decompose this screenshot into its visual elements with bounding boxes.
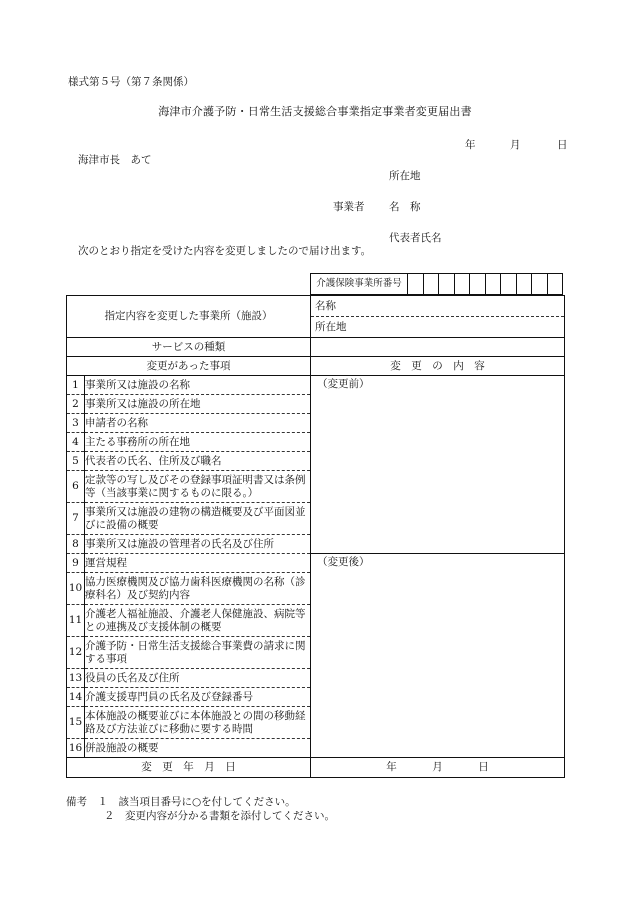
facility-label: 指定内容を変更した事業所（施設） xyxy=(67,296,311,338)
business-number-digit[interactable] xyxy=(408,274,424,294)
addressee: 海津市長 あて xyxy=(78,154,152,166)
table-row[interactable] xyxy=(67,554,565,573)
table-row[interactable] xyxy=(67,376,565,395)
item-number[interactable]: 3 xyxy=(67,414,85,433)
submission-date xyxy=(465,137,568,152)
business-number-digit[interactable] xyxy=(424,274,440,294)
business-number-digit[interactable] xyxy=(455,274,471,294)
change-date-row xyxy=(67,758,565,778)
before-change-area[interactable] xyxy=(311,376,565,554)
after-label: （変更後） xyxy=(317,556,370,568)
item-number[interactable]: 9 xyxy=(67,554,85,573)
item-text: 介護老人福祉施設、介護老人保健施設、病院等との連携及び支援体制の概要 xyxy=(85,605,311,637)
service-type-label: サービスの種類 xyxy=(67,338,311,357)
note-2: ２ 変更内容が分かる書類を添付してください。 xyxy=(104,810,335,822)
item-number[interactable]: 2 xyxy=(67,395,85,414)
business-number-digit[interactable] xyxy=(532,274,548,294)
business-number-label: 介護保険事業所番号 xyxy=(311,274,408,294)
item-text: 運営規程 xyxy=(85,554,311,573)
item-number[interactable]: 14 xyxy=(67,688,85,707)
item-number[interactable]: 15 xyxy=(67,707,85,739)
date-month: 月 xyxy=(510,139,521,151)
change-content-header: 変 更 の 内 容 xyxy=(311,357,565,376)
intro-text: 次のとおり指定を受けた内容を変更しましたので届け出ます。 xyxy=(78,245,372,257)
item-text: 事業所又は施設の管理者の氏名及び住所 xyxy=(85,535,311,554)
business-number-digit[interactable] xyxy=(517,274,533,294)
facility-details xyxy=(311,296,565,338)
date-day: 日 xyxy=(557,139,568,151)
item-text: 本体施設の概要並びに本体施設との間の移動経路及び方法並びに移動に要する時間 xyxy=(85,707,311,739)
change-month: 月 xyxy=(432,761,443,773)
service-type-row xyxy=(67,338,565,357)
item-number[interactable]: 16 xyxy=(67,739,85,758)
item-number[interactable]: 5 xyxy=(67,452,85,471)
applicant-label: 事業者 xyxy=(333,201,365,213)
business-number-digit[interactable] xyxy=(548,274,563,294)
item-number[interactable]: 10 xyxy=(67,573,85,605)
business-number-digit[interactable] xyxy=(470,274,486,294)
facility-row xyxy=(67,296,565,338)
service-type-field[interactable] xyxy=(311,338,565,357)
item-number[interactable]: 11 xyxy=(67,605,85,637)
form-number: 様式第５号（第７条関係） xyxy=(68,76,194,88)
change-day: 日 xyxy=(478,761,489,773)
item-number[interactable]: 4 xyxy=(67,433,85,452)
after-change-area[interactable] xyxy=(311,554,565,758)
item-number[interactable]: 6 xyxy=(67,471,85,503)
facility-name-field[interactable]: 名称 xyxy=(311,296,564,317)
representative-label: 代表者氏名 xyxy=(389,232,442,244)
applicant-address-label: 所在地 xyxy=(389,170,421,182)
item-number[interactable]: 8 xyxy=(67,535,85,554)
item-text: 代表者の氏名、住所及び職名 xyxy=(85,452,311,471)
change-year: 年 xyxy=(386,761,397,773)
item-text: 介護予防・日常生活支援総合事業費の請求に関する事項 xyxy=(85,637,311,669)
item-text: 併設施設の概要 xyxy=(85,739,311,758)
item-text: 役員の氏名及び住所 xyxy=(85,669,311,688)
item-text: 事業所又は施設の名称 xyxy=(85,376,311,395)
item-text: 定款等の写し及びその登録事項証明書又は条例等（当該事業に関するものに限る。） xyxy=(85,471,311,503)
item-text: 申請者の名称 xyxy=(85,414,311,433)
item-number[interactable]: 13 xyxy=(67,669,85,688)
facility-location-field[interactable]: 所在地 xyxy=(315,321,347,333)
business-number-digit[interactable] xyxy=(439,274,455,294)
business-number-row xyxy=(310,273,563,295)
changed-items-header: 変更があった事項 xyxy=(67,357,311,376)
change-date-label: 変 更 年 月 日 xyxy=(67,758,311,778)
change-date-field[interactable] xyxy=(311,758,565,778)
business-number-digit[interactable] xyxy=(486,274,502,294)
change-table xyxy=(66,295,565,778)
business-number-digit[interactable] xyxy=(501,274,517,294)
item-number[interactable]: 12 xyxy=(67,637,85,669)
item-text: 事業所又は施設の所在地 xyxy=(85,395,311,414)
before-label: （変更前） xyxy=(317,378,370,390)
item-number[interactable]: 7 xyxy=(67,503,85,535)
item-text: 主たる事務所の所在地 xyxy=(85,433,311,452)
item-text: 事業所又は施設の建物の構造概要及び平面図並びに設備の概要 xyxy=(85,503,311,535)
document-title: 海津市介護予防・日常生活支援総合事業指定事業者変更届出書 xyxy=(158,105,472,118)
note-1: 備考 １ 該当項目番号に○を付してください。 xyxy=(66,796,296,808)
item-text: 協力医療機関及び協力歯科医療機関の名称（診療科名）及び契約内容 xyxy=(85,573,311,605)
header-row xyxy=(67,357,565,376)
item-text: 介護支援専門員の氏名及び登録番号 xyxy=(85,688,311,707)
applicant-name-label: 名 称 xyxy=(389,201,421,213)
date-year: 年 xyxy=(465,139,476,151)
item-number[interactable]: 1 xyxy=(67,376,85,395)
